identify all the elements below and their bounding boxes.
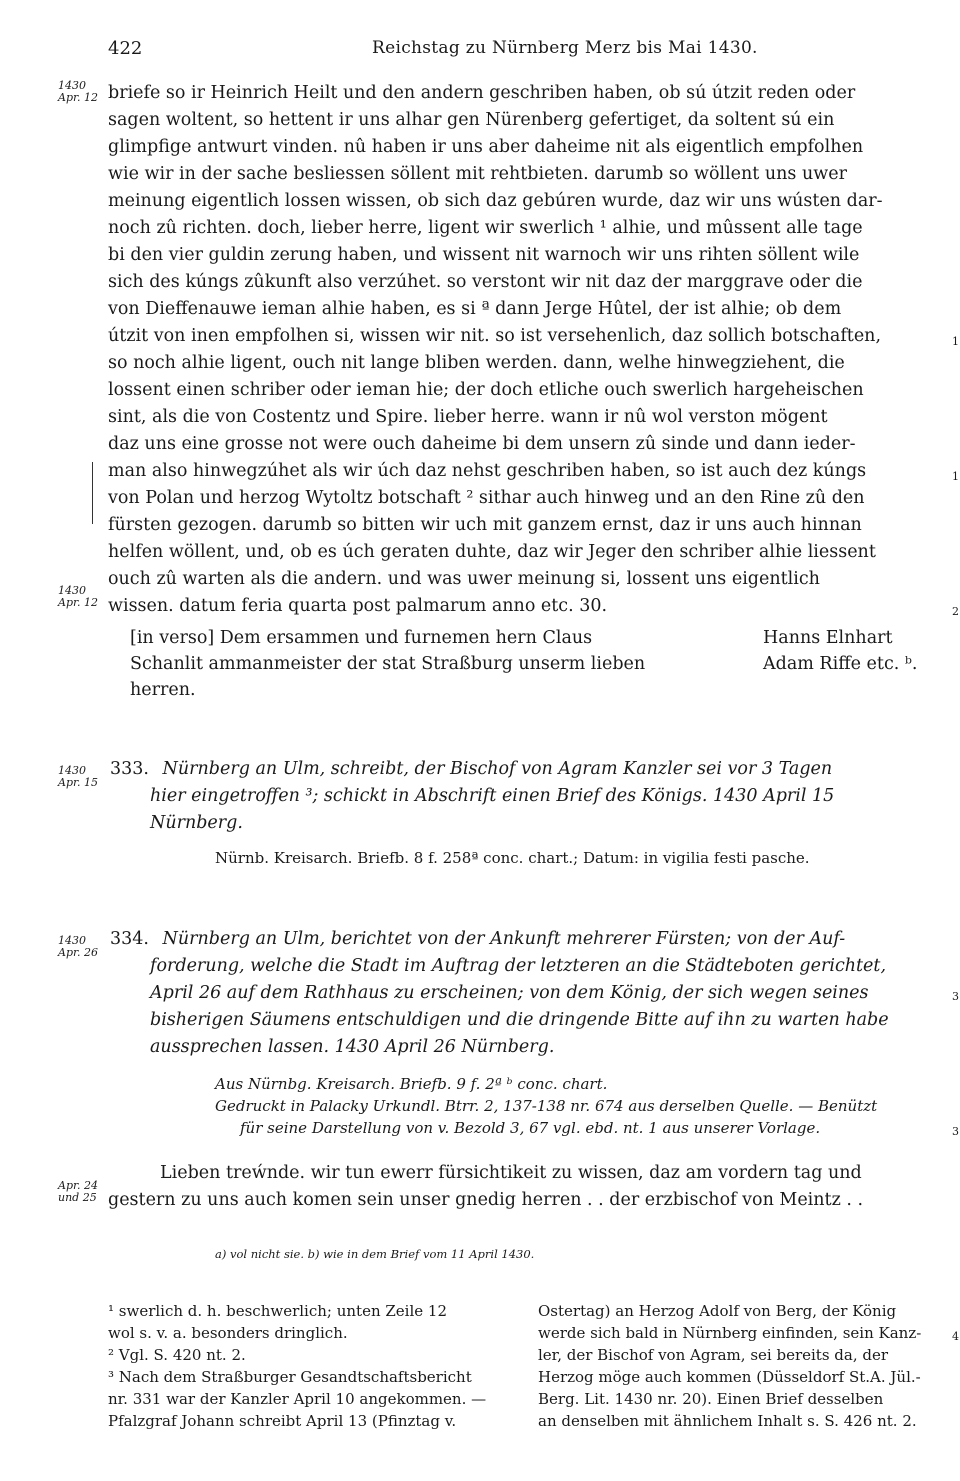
source-note: Nürnb. Kreisarch. Briefb. 8 f. 258ª conc. chart.; Datum: in vigilia festi pasche. <box>215 849 810 867</box>
regest-334-line: forderung, welche die Stadt im Auftrag der letzteren an die Städteboten gerichtet, <box>150 956 887 976</box>
letter-line: útzit von inen empfolhen si, wissen wir nit. so ist versehenlich, daz sollich botschaften, <box>108 326 882 346</box>
address-line: [in verso] Dem ersammen und furnemen hern Claus <box>130 628 593 648</box>
letter-line: wie wir in der sache besliessen söllent mit rehtbieten. darumb so wöllent uns uwer <box>108 164 847 184</box>
regest-334-line: April 26 auf dem Rathhaus zu erscheinen; von dem König, der sich wegen seines <box>150 983 869 1003</box>
running-title: Reichstag zu Nürnberg Merz bis Mai 1430. <box>372 38 758 58</box>
regest-334-line: aussprechen lassen. 1430 April 26 Nürnberg. <box>150 1037 555 1057</box>
signature-line: Hanns Elnhart <box>763 628 893 648</box>
footnote-line: wol s. v. a. besonders dringlich. <box>108 1324 348 1342</box>
letter-line: wissen. datum feria quarta post palmarum anno etc. 30. <box>108 596 608 616</box>
page-number: 422 <box>108 38 143 59</box>
letter-line: sagen woltent, so hettent ir uns alhar gen Nürenberg gefertiget, da soltent sú ein <box>108 110 835 130</box>
regest-333-line: Nürnberg. <box>150 813 243 833</box>
letter-line: noch zû richten. doch, lieber herre, ligent wir swerlich ¹ alhie, und mûssent alle tage <box>108 218 863 238</box>
right-margin-number: 3 <box>952 1125 959 1138</box>
footnote-line: nr. 331 war der Kanzler April 10 angekommen. — <box>108 1390 487 1408</box>
text-line: Lieben treẃnde. wir tun ewerr fürsichtikeit zu wissen, daz am vordern tag und <box>160 1163 862 1183</box>
footnotes-right <box>538 1300 921 1432</box>
letter-line: ouch zû warten als die andern. und was uwer meinung si, lossent uns eigentlich <box>108 569 820 589</box>
letter-line: fürsten gezogen. darumb so bitten wir uch mit ganzem ernst, daz ir uns auch hinnan <box>108 515 862 535</box>
source-note: Gedruckt in Palacky Urkundl. Btrr. 2, 137-138 nr. 674 aus derselben Quelle. — Benützt <box>215 1097 878 1115</box>
letter-line: so noch alhie ligent, ouch nit lange bliben werden. dann, welhe hinwegziehent, die <box>108 353 845 373</box>
letter-line: sich des kúngs zûkunft also verzúhet. so verstont wir nit daz der marggrave oder die <box>108 272 863 292</box>
regest-number: 334. <box>110 929 149 949</box>
footnotes-left <box>108 1300 486 1432</box>
source-note: für seine Darstellung von v. Bezold 3, 67 vgl. ebd. nt. 1 aus unserer Vorlage. <box>240 1119 821 1137</box>
letter-line: von Polan und herzog Wytoltz botschaft ² sithar auch hinweg und an den Rine zû den <box>108 488 865 508</box>
letter-line: helfen wöllent, und, ob es úch geraten duhte, daz wir Jeger den schriber alhie liessent <box>108 542 876 562</box>
margin-date: 1430 Apr. 12 <box>58 79 99 104</box>
margin-date: 1430 Apr. 15 <box>58 764 99 789</box>
letter-line: man also hinwegzúhet als wir úch daz nehst geschriben haben, so ist auch dez kúngs <box>108 461 867 481</box>
footnote-line: ¹ swerlich d. h. beschwerlich; unten Zeile 12 <box>108 1302 448 1320</box>
footnote-line: Herzog möge auch kommen (Düsseldorf St.A. Jül.- <box>538 1368 921 1386</box>
margin-date: Apr. 24 und 25 <box>58 1179 99 1204</box>
letter-line: lossent einen schriber oder ieman hie; der doch etliche ouch swerlich hargeheischen <box>108 380 864 400</box>
address-line: herren. <box>130 680 196 700</box>
address-right <box>763 625 917 677</box>
textual-notes: a) vol nicht sie. b) wie in dem Brief vom 11 April 1430. <box>215 1247 535 1261</box>
footnote-line: ler, der Bischof von Agram, sei bereits da, der <box>538 1346 889 1364</box>
margin-rule <box>92 462 93 524</box>
signature-line: Adam Riffe etc. ᵇ. <box>763 654 918 674</box>
footnote-line: ³ Nach dem Straßburger Gesandtschaftsbericht <box>108 1368 472 1386</box>
footnote-line: an denselben mit ähnlichem Inhalt s. S. 426 nt. 2. <box>538 1412 917 1430</box>
address-left <box>130 625 645 703</box>
source-note: Aus Nürnbg. Kreisarch. Briefb. 9 f. 2ª ᵇ conc. chart. <box>215 1075 608 1093</box>
letter-line: glimpfige antwurt vinden. nû haben ir uns aber daheime nit als eigentlich empfolhen <box>108 137 864 157</box>
letter-line: von Dieffenauwe ieman alhie haben, es si ª dann Jerge Hûtel, der ist alhie; ob dem <box>108 299 842 319</box>
margin-date: 1430 Apr. 12 <box>58 584 99 609</box>
letter-line: bi den vier guldin zerung haben, und wissent nit warnoch wir uns rihten söllent wile <box>108 245 860 265</box>
regest-number: 333. <box>110 759 149 779</box>
footnote-line: ² Vgl. S. 420 nt. 2. <box>108 1346 246 1364</box>
right-margin-number: 3 <box>952 990 959 1003</box>
regest-333-line: 333. Nürnberg an Ulm, schreibt, der Bischof von Agram Kanzler sei vor 3 Tagen <box>110 759 833 779</box>
right-margin-number: 4 <box>952 1330 959 1343</box>
regest-333-line: hier eingetroffen ³; schickt in Abschrift einen Brief des Königs. 1430 April 15 <box>150 786 835 806</box>
right-margin-number: 2 <box>952 605 959 618</box>
address-line: Schanlit ammanmeister der stat Straßburg unserm lieben <box>130 654 646 674</box>
text-line: gestern zu uns auch komen sein unser gnedig herren . . der erzbischof von Meintz . . <box>108 1190 864 1210</box>
right-margin-number: 1 <box>952 470 959 483</box>
footnote-line: Ostertag) an Herzog Adolf von Berg, der König <box>538 1302 897 1320</box>
letter-line: meinung eigentlich lossen wissen, ob sich daz gebúren wurde, daz wir uns wústen dar- <box>108 191 883 211</box>
page-header <box>108 38 948 62</box>
letter-line: briefe so ir Heinrich Heilt und den andern geschriben haben, ob sú útzit reden oder <box>108 83 856 103</box>
letter-line: daz uns eine grosse not were ouch daheime bi dem unsern zû sinde und dann ieder- <box>108 434 856 454</box>
margin-date: 1430 Apr. 26 <box>58 934 99 959</box>
right-margin-number: 1 <box>952 335 959 348</box>
regest-334-line: 334. Nürnberg an Ulm, berichtet von der Ankunft mehrerer Fürsten; von der Auf- <box>110 929 846 949</box>
footnote-line: Berg. Lit. 1430 nr. 20). Einen Brief desselben <box>538 1390 884 1408</box>
footnote-line: Pfalzgraf Johann schreibt April 13 (Pfinztag v. <box>108 1412 457 1430</box>
footnote-line: werde sich bald in Nürnberg einfinden, sein Kanz- <box>538 1324 922 1342</box>
regest-334-line: bisherigen Säumens entschuldigen und die dringende Bitte auf ihn zu warten habe <box>150 1010 889 1030</box>
letter-line: sint, als die von Costentz und Spire. lieber herre. wann ir nû wol verston mögent <box>108 407 828 427</box>
